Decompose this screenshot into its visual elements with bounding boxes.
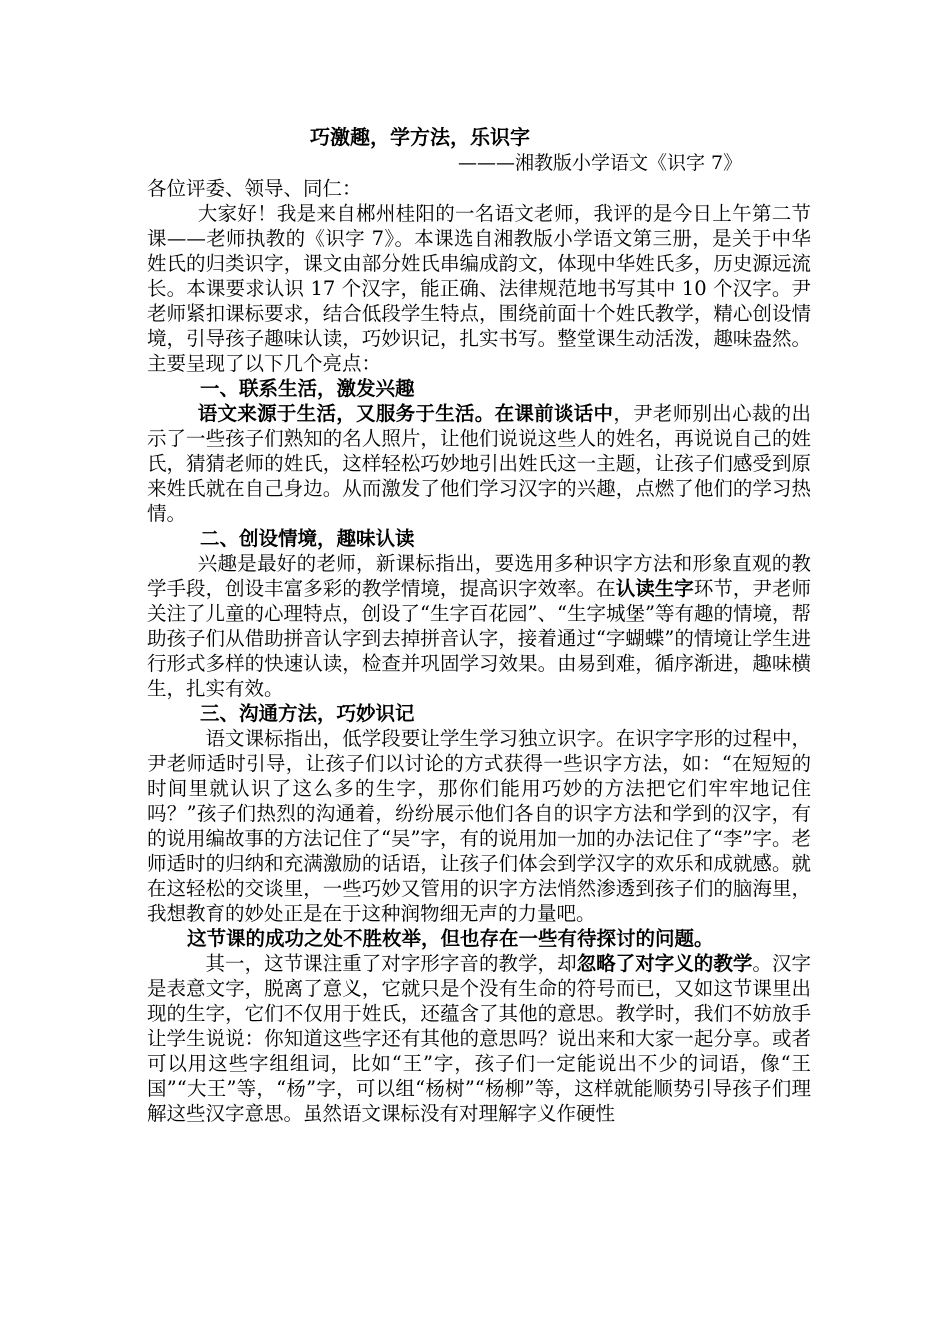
section-3-paragraph: 语文课标指出，低学段要让学生学习独立识字。在识字字形的过程中，尹老师适时引导，让孩子们以讨论的方式获得一些识字方法，如：“在短短的时间里就认识了这么多的生字，那你们能用巧妙的方法把它们牢牢地记住吗？”孩子们热烈的沟通着，纷纷展示他们各自的识字方法和学到的汉字，有的说用编故事的方法记住了“吴”字，有的说用加一加的办法记住了“李”字。老师适时的归纳和充满激励的话语，让孩子们体会到学汉字的欢乐和成就感。就在这轻松的交谈里，一些巧妙又管用的识字方法悄然渗透到孩子们的脑海里，我想教育的妙处正是在于这种润物细无声的力量吧。 (147, 727, 811, 925)
issue-1-text-before: 其一，这节课注重了对字形字音的教学，却 (205, 952, 577, 975)
issue-1-bold: 忽略了对字义的教学 (576, 952, 753, 975)
document-title: 巧激趣，学方法，乐识字 (310, 125, 530, 149)
intro-paragraph: 大家好！我是来自郴州桂阳的一名语文老师，我评的是今日上午第二节课——老师执教的《识字 7》。本课选自湘教版小学语文第三册，是关于中华姓氏的归类识字，课文由部分姓氏串编成韵文，体现中华姓氏多，历史源远流长。本课要求认识 17 个汉字，能正确、法律规范地书写其中 10 个汉字。尹老师紧扣课标要求，结合低段学生特点，围绕前面十个姓氏教学，精心创设情境，引导孩子趣味认读，巧妙识记，扎实书写。整堂课生动活泼，趣味盎然。主要呈现了以下几个亮点： (147, 202, 811, 375)
issue-1-text-after: 。汉字是表意文字，脱离了意义，它就只是个没有生命的符号而已，又如这节课里出现的生字，它们不仅用于姓氏，还蕴含了其他的意思。教学时，我们不妨放手让学生说说：你知道这些字还有其他的意思吗？说出来和大家一起分享。或者可以用这些字组组词，比如“王”字，孩子们一定能说出不少的词语，像“王国”“大王”等，“杨”字，可以组“杨树”“杨柳”等，这样就能顺势引导孩子们理解这些汉字意思。虽然语文课标没有对理解字义作硬性 (147, 952, 811, 1125)
document-body (147, 176, 811, 1126)
document-subtitle: ———湘教版小学语文《识字 7》 (458, 152, 743, 174)
section-2-text-before: 兴趣是最好的老师，新课标指出，要选用多种识字方法和形象直观的教学手段，创设丰富多彩的教学情境，提高识字效率。在 (147, 552, 811, 600)
section-1-text: ，尹老师别出心裁的出示了一些孩子们熟知的名人照片，让他们说说这些人的姓名，再说说自己的姓氏，猜猜老师的姓氏，这样轻松巧妙地引出姓氏这一主题，让孩子们感受到原来姓氏就在自己身边。从而激发了他们学习汉字的兴趣，点燃了他们的学习热情。 (147, 402, 811, 525)
section-2-paragraph (147, 551, 811, 701)
section-heading-2: 二、创设情境，趣味认读 (200, 527, 415, 550)
issue-1-paragraph (147, 951, 811, 1126)
section-1-paragraph (147, 401, 811, 526)
section-1-bold-lead: 语文来源于生活，又服务于生活。在课前谈话中 (197, 402, 614, 425)
salutation: 各位评委、领导、同仁： (147, 177, 362, 200)
section-heading-1: 一、联系生活，激发兴趣 (200, 377, 415, 400)
section-2-text-after: 环节，尹老师关注了儿童的心理特点，创设了“生字百花园”、“生字城堡”等有趣的情境，帮助孩子们从借助拼音认字到去掉拼音认字，接着通过“字蝴蝶”的情境让学生进行形式多样的快速认读，检查并巩固学习效果。由易到难，循序渐进，趣味横生，扎实有效。 (147, 577, 811, 700)
summary-line: 这节课的成功之处不胜枚举，但也存在一些有待探讨的问题。 (187, 927, 714, 950)
section-2-bold: 认读生字 (615, 577, 694, 600)
section-heading-3: 三、沟通方法，巧妙识记 (200, 702, 415, 725)
